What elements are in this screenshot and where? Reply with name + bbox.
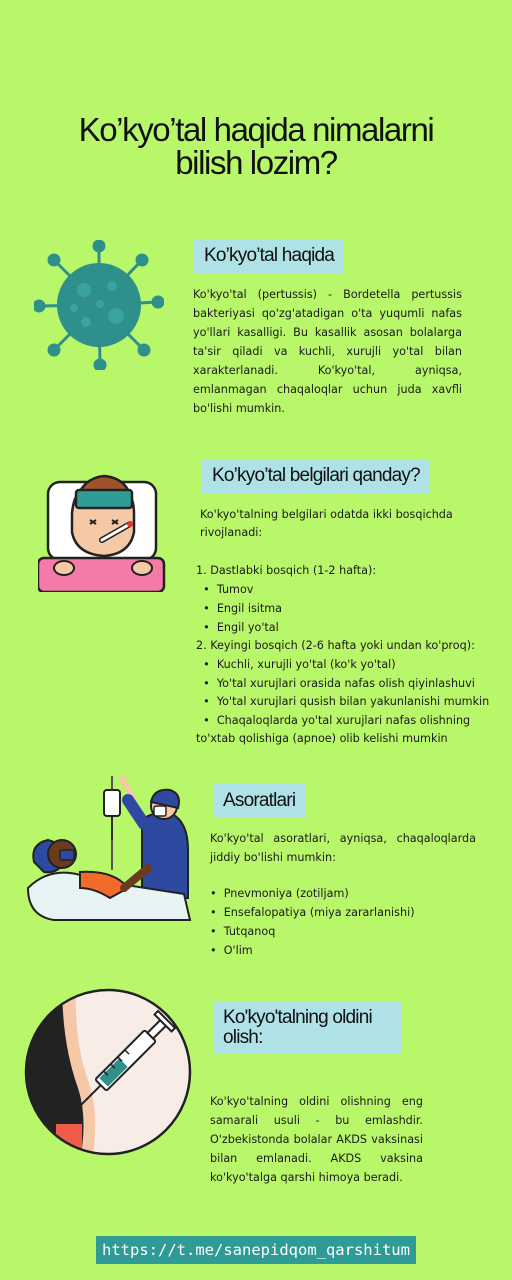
section4-text: Ko'kyo'talning oldini olishning eng samarali usuli - bu emlashdir. O'zbekistonda bolalar AKDS vaksinasi bilan emlanadi. AKDS vaksina ko'kyo'talga qarshi himoya beradi. — [210, 1095, 423, 1184]
section2-line: Ko'kyo'talning belgilari odatda ikki bosqichda — [200, 508, 453, 521]
section2-heading: Ko’kyo’tal belgilari qanday? — [202, 459, 430, 493]
title-line-1: Ko’kyo’tal haqida nimalarni — [78, 111, 434, 148]
title-line-2: bilish lozim? — [175, 144, 337, 181]
section3-heading: Asoratlari — [213, 784, 305, 818]
page-title — [30, 113, 482, 179]
section2-line: • Kuchli, xurujli yo'tal (ko'k yo'tal) — [196, 658, 396, 671]
section2-line: • Yo'tal xurujlari qusish bilan yakunlanishi mumkin — [196, 695, 490, 708]
section3-intro: Ko'kyo'tal asoratlari, ayniqsa, chaqaloqlarda jiddiy bo'lishi mumkin: — [210, 832, 476, 864]
section2-line: • Yo'tal xurujlari orasida nafas olish qiyinlashuvi — [196, 677, 475, 690]
section2-line: • Engil yo'tal — [196, 621, 279, 634]
section4-heading-line-2: olish: — [223, 1027, 263, 1048]
virus-icon — [34, 240, 164, 370]
section2-line: rivojlanadi: — [200, 526, 263, 539]
section2-line: to'xtab qolishiga (apnoe) olib kelishi mumkin — [196, 732, 448, 745]
section2-line: 2. Keyingi bosqich (2-6 hafta yoki undan ko'proq): — [196, 639, 475, 652]
sick-child-icon — [38, 462, 168, 592]
list-item: • O'lim — [210, 944, 253, 957]
section4-heading-line-1: Ko'kyo'talning oldini — [223, 1007, 372, 1028]
section2-line: • Engil isitma — [196, 602, 283, 615]
list-item: • Tutqanoq — [210, 925, 276, 938]
doctor-patient-icon — [24, 770, 194, 930]
syringe-icon — [22, 984, 194, 1160]
list-item: • Pnevmoniya (zotiljam) — [210, 887, 349, 900]
section2-line: 1. Dastlabki bosqich (1-2 hafta): — [196, 564, 377, 577]
section1-heading: Ko’kyo’tal haqida — [194, 239, 344, 273]
list-item: • Ensefalopatiya (miya zararlanishi) — [210, 906, 415, 919]
section1-text: Ko'kyo'tal (pertussis) - Bordetella pertussis bakteriyasi qo'zg'atadigan o'ta yuqumli nafas yo'llari kasalligi. Bu kasallik asosan bolalarga ta'sir qiladi va kuchli, xurujli yo'tal bilan xarakterlanadi. Ko'kyo'tal, ayniqsa, emlanmagan chaqaloqlar uchun juda xavfli bo'lishi mumkin. — [193, 288, 462, 415]
section4-heading — [213, 1002, 401, 1054]
section2-line: • Tumov — [196, 583, 254, 596]
section2-line: • Chaqaloqlarda yo'tal xurujlari nafas olishning — [196, 714, 471, 727]
telegram-link[interactable]: https://t.me/sanepidqom_qarshitum — [96, 1236, 416, 1264]
